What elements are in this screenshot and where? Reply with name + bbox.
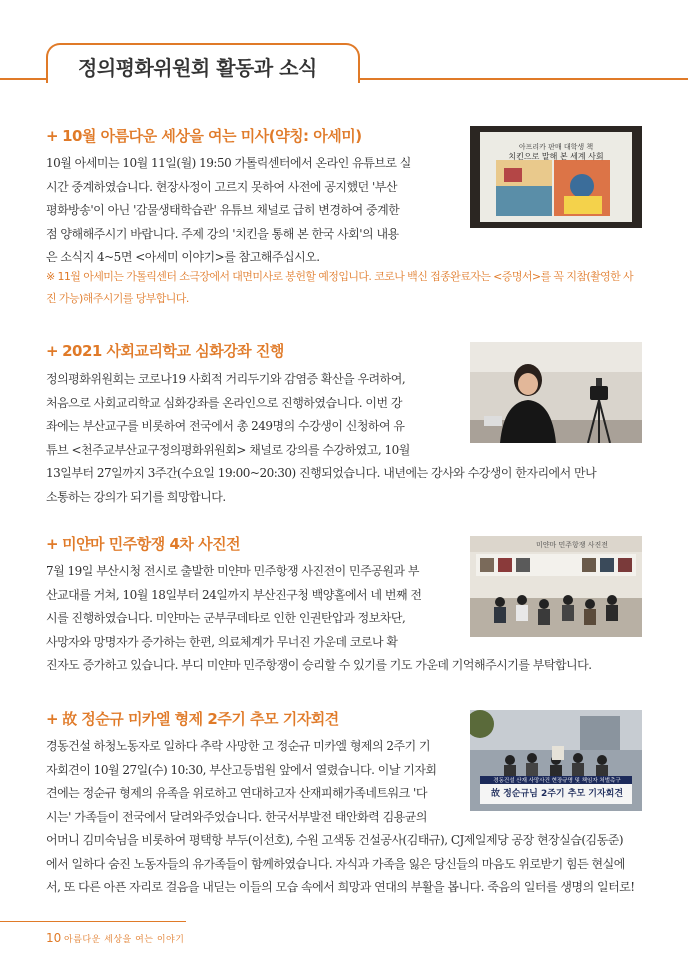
photo-banner-main: 故 정순규님 2주기 추모 기자회견 xyxy=(490,789,624,799)
photo-banner-top: 경동건설 산재 사망사건 현장규명 및 책임자 처벌촉구 xyxy=(493,778,621,784)
section-body-myanmar: 7월 19일 부산시청 전시로 출발한 미얀마 민주항쟁 사진전이 민주공원과 부 산교대를 거쳐, 10월 18일부터 24일까지 부산진구청 백양홀에서 네 번째 전 시를 진행하였습니다. 미얀마는 군부쿠데타로 인한 인권탄압과 정보차단, 사망자와 망명자가 증가하는 한편, 의료체계가 무너진 가운데 코로나 확 진자도 증가하고 있습니다. 부디 미얀마 민주항쟁이 승리할 수 있기를 기도 가운데 기억해주시기를 부탁합니다. xyxy=(46,564,592,672)
section-title-asemi: + 10월 아름다운 세상을 여는 미사(약칭: 아세미) xyxy=(46,127,362,145)
section-title-memorial: + 故 정순규 미카엘 형제 2주기 추모 기자회견 xyxy=(46,710,339,728)
photo-asemi-lecture xyxy=(470,126,642,228)
plus-icon: + xyxy=(46,127,59,145)
footer-rule xyxy=(0,921,186,922)
photo-lecture-speaker xyxy=(470,342,642,443)
photo-myanmar-exhibition xyxy=(470,536,642,637)
plus-icon: + xyxy=(46,710,59,728)
photo-book-title: 치킨으로 말해 본 세계 사회 xyxy=(508,152,604,161)
section-title-school: + 2021 사회교리학교 심화강좌 진행 xyxy=(46,342,284,360)
photo-book-small: 아프리카 판매 대학생 책 xyxy=(518,143,594,151)
plus-icon: + xyxy=(46,342,59,360)
photo-banner-text: 미얀마 민주항쟁 사진전 xyxy=(536,541,609,549)
page-number: 10 xyxy=(46,931,62,945)
page-title: 정의평화위원회 활동과 소식 xyxy=(78,56,317,80)
section-note-asemi: ※ 11월 아세미는 가톨릭센터 소극장에서 대면미사로 봉헌할 예정입니다. 코로나 백신 접종완료자는 <증명서>를 꼭 지참(촬영한 사진 가능)해주시기를 당부합니다. xyxy=(46,270,634,305)
section-body-school: 정의평화위원회는 코로나19 사회적 거리두기와 감염증 확산을 우려하여, 처음으로 사회교리학교 심화강좌를 온라인으로 진행하였습니다. 이번 강 좌에는 부산교구를 비롯하여 전국에서 총 249명의 수강생이 신청하여 유 튜브 <천주교부산교구정의평화위원회> 채널로 강의를 수강하였고, 10월 13일부터 27일까지 3주간(수요일 19:00~20:30) 진행되었습니다. 내년에는 강사와 수강생이 한자리에서 만나 소통하는 강의가 되기를 희망합니다. xyxy=(46,372,597,504)
section-title-myanmar: + 미얀마 민주항쟁 4차 사진전 xyxy=(46,535,241,553)
section-body-asemi: 10월 아세미는 10월 11일(월) 19:50 가톨릭센터에서 온라인 유튜브로 실 시간 중계하였습니다. 현장사정이 고르지 못하여 사전에 공지했던 '부산 평화방송'이 아닌 '감물생태학습관' 유튜브 채널로 급히 변경하여 중계한 점 양해해주시기 바랍니다. 주제 강의 '치킨을 통해 본 한국 사회'의 내용 은 소식지 4~5면 <아세미 이야기>를 참고해주십시오. xyxy=(46,156,411,264)
photo-memorial-press xyxy=(470,710,642,811)
footer-title: 아름다운 세상을 여는 이야기 xyxy=(64,935,185,945)
section-body-memorial: 경동건설 하청노동자로 일하다 추락 사망한 고 정순규 미카엘 형제의 2주기 기 자회견이 10월 27일(수) 10:30, 부산고등법원 앞에서 열렸습니다. 이날 기자회 견에는 정순규 형제의 유족을 위로하고 연대하고자 산재피해가족네트워크 '다 시는' 가족들이 전국에서 달려와주었습니다. 한국서부발전 태안화력 김용균의 어머니 김미숙님을 비롯하여 평택항 부두(이선호), 수원 고색동 건설공사(김태규), CJ제일제당 공장 현장실습(김동준) 에서 일하다 숨진 노동자들의 유가족들이 함께하였습니다. 자식과 가족을 잃은 당신들의 마음도 위로받기 힘든 현실에 서, 또 다른 아픈 자리로 걸음을 내딛는 이들의 모습 속에서 희망과 연대의 부활을 봅니다. 죽음의 일터를 생명의 일터로! xyxy=(46,739,635,894)
plus-icon: + xyxy=(46,535,59,553)
